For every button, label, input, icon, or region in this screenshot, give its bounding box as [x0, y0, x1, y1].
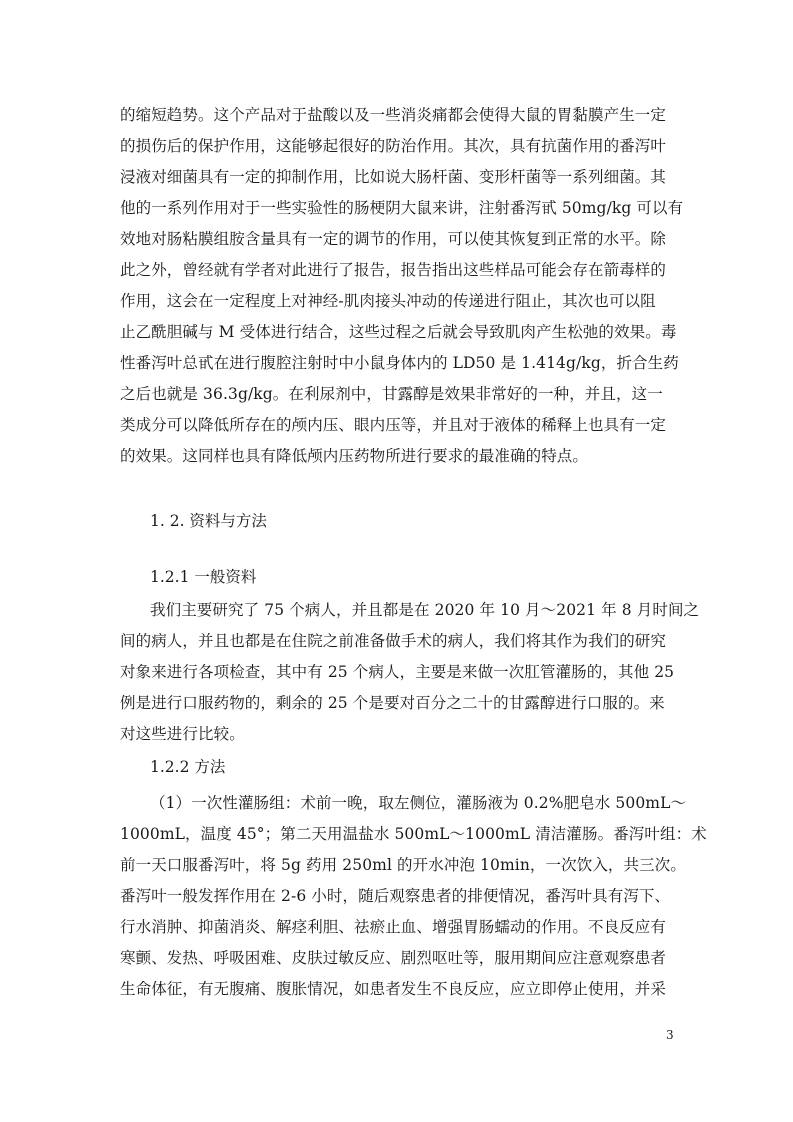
paragraph-line: 我们主要研究了 75 个病人，并且都是在 2020 年 10 月～2021 年 8 月时间之: [150, 601, 700, 619]
paragraph-line: 的效果。这同样也具有降低颅内压药物所进行要求的最准确的特点。: [120, 447, 589, 465]
paragraph-line: 寒颤、发热、呼吸困难、皮肤过敏反应、剧烈呕吐等，服用期间应注意观察患者: [120, 949, 667, 967]
paragraph-line: 行水消肿、抑菌消炎、解痉利胆、祛瘀止血、增强胃肠蠕动的作用。不良反应有: [120, 918, 667, 936]
subsection-heading-general-info: 1.2.1 一般资料: [150, 568, 257, 586]
paragraph-line: 1000mL，温度 45°；第二天用温盐水 500mL～1000mL 清洁灌肠。番泻叶组：术: [120, 825, 707, 843]
paragraph-line: 此之外，曾经就有学者对此进行了报告，报告指出这些样品可能会存在箭毒样的: [120, 261, 667, 279]
paragraph-line: 他的一系列作用对于一些实验性的肠梗阴大鼠来讲，注射番泻甙 50mg/kg 可以有: [120, 199, 684, 217]
paragraph-line: 止乙酰胆碱与 M 受体进行结合，这些过程之后就会导致肌肉产生松弛的效果。毒: [120, 323, 677, 341]
paragraph-line: 浸液对细菌具有一定的抑制作用，比如说大肠杆菌、变形杆菌等一系列细菌。其: [120, 168, 667, 186]
paragraph-line: （1）一次性灌肠组：术前一晚，取左侧位，灌肠液为 0.2%肥皂水 500mL～: [150, 794, 687, 812]
paragraph-line: 对象来进行各项检查，其中有 25 个病人，主要是来做一次肛管灌肠的，其他 25: [120, 663, 675, 681]
subsection-heading-methods: 1.2.2 方法: [150, 758, 226, 776]
paragraph-line: 的损伤后的保护作用，这能够起很好的防治作用。其次，具有抗菌作用的番泻叶: [120, 137, 667, 155]
page-number: 3: [666, 1028, 674, 1042]
paragraph-line: 间的病人，并且也都是在住院之前准备做手术的病人，我们将其作为我们的研究: [120, 632, 667, 650]
paragraph-line: 类成分可以降低所存在的颅内压、眼内压等，并且对于液体的稀释上也具有一定: [120, 416, 667, 434]
section-heading: 1. 2. 资料与方法: [150, 512, 267, 530]
paragraph-line: 生命体征，有无腹痛、腹胀情况，如患者发生不良反应，应立即停止使用，并采: [120, 980, 667, 998]
paragraph-line: 的缩短趋势。这个产品对于盐酸以及一些消炎痛都会使得大鼠的胃黏膜产生一定: [120, 106, 667, 124]
paragraph-line: 例是进行口服药物的，剩余的 25 个是要对百分之二十的甘露醇进行口服的。来: [120, 694, 665, 712]
paragraph-line: 对这些进行比较。: [120, 725, 245, 743]
paragraph-line: 番泻叶一般发挥作用在 2-6 小时，随后观察患者的排便情况，番泻叶具有泻下、: [120, 887, 671, 905]
paragraph-line: 前一天口服番泻叶，将 5g 药用 250ml 的开水冲泡 10min，一次饮入，共三次。: [120, 856, 686, 874]
paragraph-line: 性番泻叶总甙在进行腹腔注射时中小鼠身体内的 LD50 是 1.414g/kg，折合生药: [120, 354, 679, 372]
paragraph-line: 作用，这会在一定程度上对神经-肌肉接头冲动的传递进行阻止，其次也可以阻: [120, 292, 656, 310]
paragraph-line: 之后也就是 36.3g/kg。在利尿剂中，甘露醇是效果非常好的一种，并且，这一: [120, 385, 663, 403]
paragraph-line: 效地对肠粘膜组胺含量具有一定的调节的作用，可以使其恢复到正常的水平。除: [120, 230, 667, 248]
